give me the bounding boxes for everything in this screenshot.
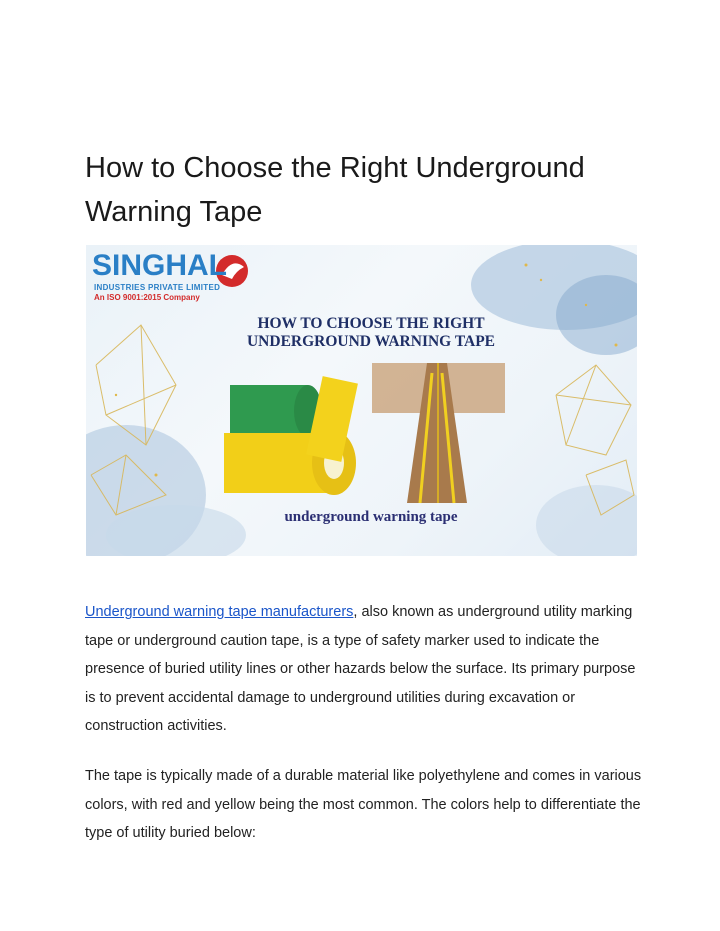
- banner-logo: SINGHAL: [92, 249, 227, 282]
- page-title: How to Choose the Right Underground Warning Tape: [85, 152, 585, 228]
- banner-logo-subtitle: INDUSTRIES PRIVATE LIMITED: [94, 283, 221, 292]
- banner-heading-line2: UNDERGROUND WARNING TAPE: [246, 333, 496, 350]
- paragraph-intro-text: , also known as underground utility marking tape or underground caution tape, is a type of safety marker used to indicate the presence of buried utility lines or other hazards below the surface. Its primary purpose is to prevent accidental damage to underground utilities during excavation or construction activities.: [85, 604, 636, 735]
- banner-heading: [211, 315, 531, 351]
- banner-heading-line1: HOW TO CHOOSE THE RIGHT: [257, 315, 485, 332]
- banner-logo-iso: An ISO 9001:2015 Company: [94, 293, 200, 302]
- paragraph-intro: [85, 598, 645, 741]
- manufacturers-link[interactable]: Underground warning tape manufacturers: [85, 604, 354, 620]
- article-banner-image: [86, 245, 637, 556]
- banner-caption: underground warning tape: [284, 509, 458, 525]
- paragraph-materials: The tape is typically made of a durable material like polyethylene and comes in various colors, with red and yellow being the most common. The colors help to differentiate the type of utility buried below:: [85, 768, 642, 842]
